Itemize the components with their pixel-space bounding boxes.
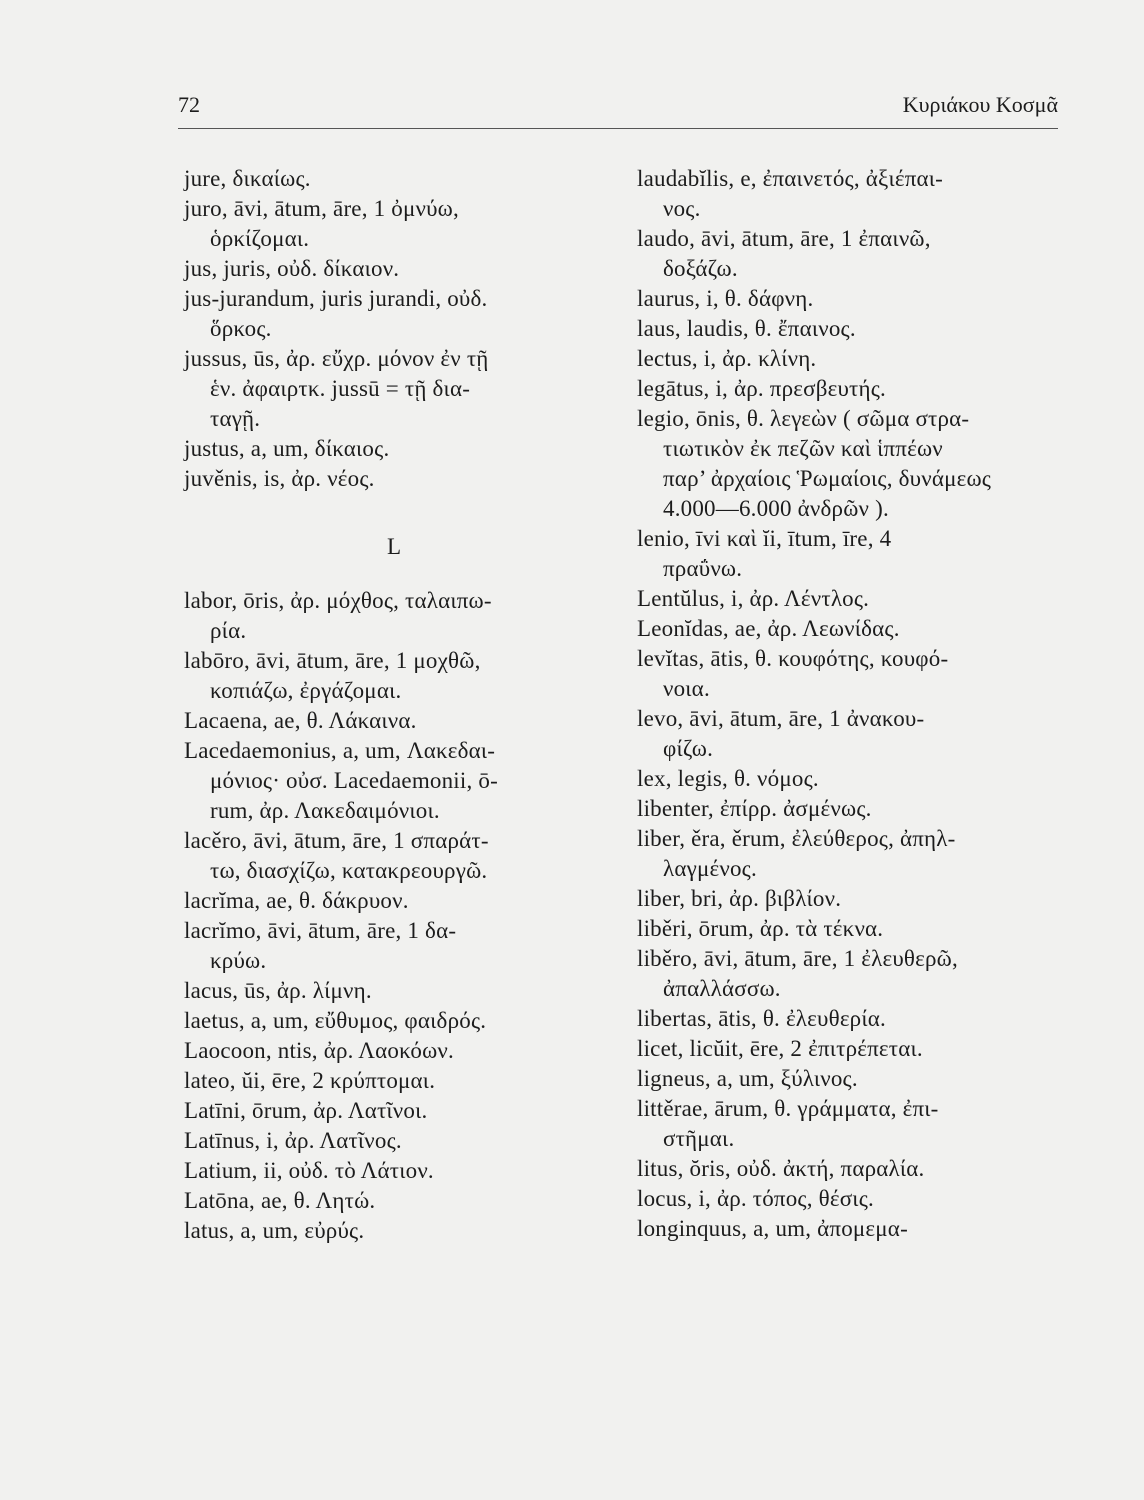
entry-line: levĭtas, ātis, θ. κουφότης, κουφό- [637,646,949,671]
entry-line: Lentŭlus, i, ἀρ. Λέντλος. [637,586,870,611]
entry-line: juro, āvi, ātum, āre, 1 ὀμνύω, [184,196,459,221]
dictionary-entry [637,584,1069,614]
dictionary-entry [637,374,1069,404]
entry-line: littěrae, ārum, θ. γράμματα, ἐπι- [637,1096,939,1121]
dictionary-entry [184,736,604,826]
entry-line: Latium, ii, οὐδ. τὸ Λάτιον. [184,1158,434,1183]
dictionary-entry [637,884,1069,914]
dictionary-entry [184,826,604,886]
left-column [184,164,604,1246]
dictionary-entry [184,916,604,976]
entry-line: laudabĭlis, e, ἐπαινετός, ἀξιέπαι- [637,166,944,191]
right-column [637,164,1069,1244]
entry-line: longinquus, a, um, ἀπομεμα- [637,1216,908,1241]
entry-line: lex, legis, θ. νόμος. [637,766,819,791]
entry-line: Latōna, ae, θ. Λητώ. [184,1188,376,1213]
entry-line: laetus, a, um, εὔθυμος, φαιδρός. [184,1008,487,1033]
dictionary-entry [637,1184,1069,1214]
entry-line: lacus, ūs, ἀρ. λίμνη. [184,978,372,1003]
entry-line: jus, juris, οὐδ. δίκαιον. [184,256,400,281]
entry-line: ligneus, a, um, ξύλινος. [637,1066,858,1091]
dictionary-entry [637,284,1069,314]
dictionary-entry [184,434,604,464]
entry-continuation-line: φίζω. [663,736,714,761]
dictionary-entry [637,1094,1069,1154]
section-letter-l: L [386,534,402,559]
dictionary-entry [637,314,1069,344]
entry-line: litus, ŏris, οὐδ. ἀκτή, παραλία. [637,1156,925,1181]
dictionary-entry [637,764,1069,794]
entry-line: libenter, ἐπίρρ. ἀσμένως. [637,796,872,821]
entry-line: labor, ōris, ἀρ. μόχθος, ταλαιπω- [184,588,492,613]
dictionary-entry [637,644,1069,704]
dictionary-entry [637,404,1069,524]
dictionary-entry [637,1004,1069,1034]
entry-line: jus-jurandum, juris jurandi, οὐδ. [184,286,488,311]
entry-continuation-line: νοια. [663,676,710,701]
dictionary-entry [184,1156,604,1186]
entry-continuation-line: rum, ἀρ. Λακεδαιμόνιοι. [210,798,440,823]
entry-line: justus, a, um, δίκαιος. [184,436,390,461]
entry-line: locus, i, ἀρ. τόπος, θέσις. [637,1186,874,1211]
entry-line: Latīnus, i, ἀρ. Λατῖνος. [184,1128,402,1153]
dictionary-entry [184,464,604,494]
page-header [178,92,1058,126]
entry-continuation-line: ἀπαλλάσσω. [663,976,781,1001]
dictionary-entry [184,284,604,344]
entry-line: legio, ōnis, θ. λεγεὼν ( σῶμα στρα- [637,406,970,431]
entry-line: Leonĭdas, ae, ἀρ. Λεωνίδας. [637,616,900,641]
dictionary-entry [637,794,1069,824]
dictionary-entry [184,586,604,646]
dictionary-entry [637,1154,1069,1184]
entry-line: licet, licŭit, ēre, 2 ἐπιτρέπεται. [637,1036,923,1061]
dictionary-entry [184,886,604,916]
entry-continuation-line: ταγῇ. [210,406,261,431]
dictionary-entry [184,254,604,284]
running-title: Κυριάκου Κοσμᾶ [902,92,1058,117]
entry-line: juvěnis, is, ἀρ. νέος. [184,466,375,491]
entry-continuation-line: νος. [663,196,701,221]
dictionary-entry [184,344,604,434]
entry-continuation-line: κοπιάζω, ἐργάζομαι. [210,678,402,703]
entry-line: levo, āvi, ātum, āre, 1 ἀνακου- [637,706,925,731]
entry-line: laurus, i, θ. δάφνη. [637,286,814,311]
entry-line: liber, ěra, ěrum, ἐλεύθερος, ἀπηλ- [637,826,956,851]
entry-continuation-line: ἑν. ἀφαιρτκ. jussū = τῇ δια- [210,376,471,401]
entry-line: Lacaena, ae, θ. Λάκαινα. [184,708,417,733]
entry-line: Laocoon, ntis, ἀρ. Λαοκόων. [184,1038,454,1063]
dictionary-entry [184,1126,604,1156]
dictionary-entry [637,224,1069,284]
entry-line: Latīni, ōrum, ἀρ. Λατῖνοι. [184,1098,428,1123]
dictionary-entry [637,614,1069,644]
entry-continuation-line: ὁρκίζομαι. [210,226,310,251]
dictionary-entry [184,194,604,254]
entry-line: lacěro, āvi, ātum, āre, 1 σπαράτ- [184,828,489,853]
dictionary-entry [184,1096,604,1126]
entries-j [184,164,604,494]
entry-continuation-line: λαγμένος. [663,856,757,881]
entry-line: liběri, ōrum, ἀρ. τὰ τέκνα. [637,916,884,941]
entry-line: lateo, ŭi, ēre, 2 κρύπτομαι. [184,1068,436,1093]
entry-line: legātus, i, ἀρ. πρεσβευτής. [637,376,886,401]
dictionary-entry [637,1034,1069,1064]
entry-line: Lacedaemonius, a, um, Λακεδαι- [184,738,496,763]
entry-line: laudo, āvi, ātum, āre, 1 ἐπαινῶ, [637,226,931,251]
entry-continuation-line: τω, διασχίζω, κατακρεουργῶ. [210,858,488,883]
entry-continuation-line: 4.000—6.000 ἀνδρῶν ). [663,496,889,521]
entry-line: libertas, ātis, θ. ἐλευθερία. [637,1006,886,1031]
entry-line: lacrĭmo, āvi, ātum, āre, 1 δα- [184,918,457,943]
entry-line: jure, δικαίως. [184,166,311,191]
entry-line: lenio, īvi καὶ ĭi, ītum, īre, 4 [637,526,892,551]
entry-line: liber, bri, ἀρ. βιβλίον. [637,886,842,911]
dictionary-entry [637,704,1069,764]
entry-continuation-line: μόνιος· οὐσ. Lacedaemonii, ō- [210,768,498,793]
dictionary-entry [637,824,1069,884]
dictionary-entry [184,1006,604,1036]
dictionary-entry [637,914,1069,944]
entry-line: lacrĭma, ae, θ. δάκρυον. [184,888,409,913]
entry-line: labōro, āvi, ātum, āre, 1 μοχθῶ, [184,648,481,673]
dictionary-entry [184,646,604,706]
entry-line: jussus, ūs, ἀρ. εὔχρ. μόνον ἐν τῇ [184,346,489,371]
dictionary-entry [184,706,604,736]
dictionary-entry [184,1066,604,1096]
entry-continuation-line: ρία. [210,618,247,643]
entry-continuation-line: στῆμαι. [663,1126,735,1151]
dictionary-entry [184,976,604,1006]
entries-l-continued [637,164,1069,1244]
dictionary-entry [637,164,1069,224]
entries-l [184,586,604,1246]
dictionary-entry [184,164,604,194]
dictionary-entry [637,344,1069,374]
entry-continuation-line: τιωτικὸν ἐκ πεζῶν καὶ ἱππέων [663,436,943,461]
dictionary-entry [637,524,1069,584]
dictionary-entry [184,1186,604,1216]
page-number: 72 [178,92,200,117]
entry-continuation-line: κρύω. [210,948,267,973]
entry-continuation-line: παρ’ ἀρχαίοις Ῥωμαίοις, δυνάμεως [663,466,992,491]
header-rule [178,128,1058,129]
entry-continuation-line: ὅρκος. [210,316,272,341]
dictionary-entry [184,1036,604,1066]
dictionary-entry [184,1216,604,1246]
entry-line: lectus, i, ἀρ. κλίνη. [637,346,817,371]
dictionary-entry [637,944,1069,1004]
dictionary-entry [637,1064,1069,1094]
entry-continuation-line: δοξάζω. [663,256,738,281]
entry-continuation-line: πραΰνω. [663,556,743,581]
entry-line: laus, laudis, θ. ἔπαινος. [637,316,856,341]
entry-line: liběro, āvi, ātum, āre, 1 ἐλευθερῶ, [637,946,958,971]
entry-line: latus, a, um, εὐρύς. [184,1218,365,1243]
dictionary-entry [637,1214,1069,1244]
